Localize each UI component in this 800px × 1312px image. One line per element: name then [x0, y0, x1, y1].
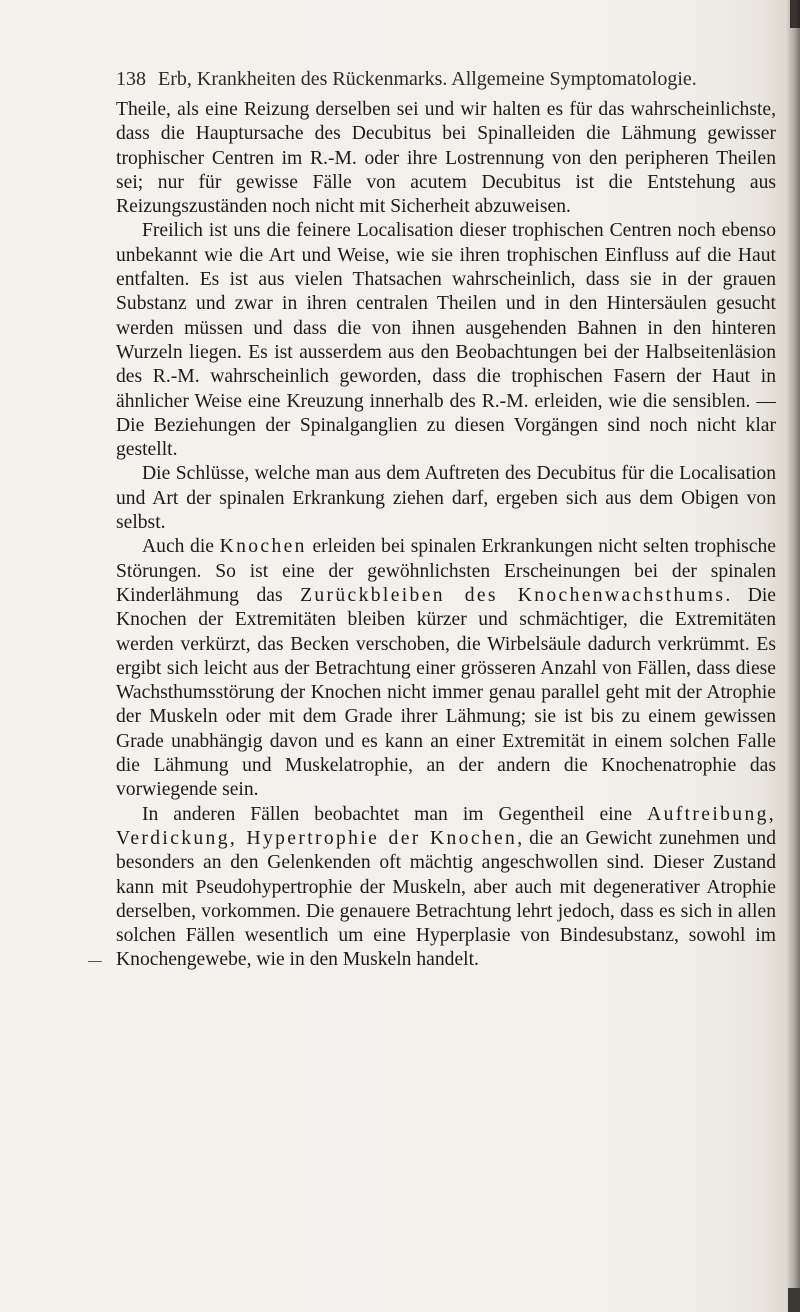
- text-run: Freilich ist uns die feinere Localisation dieser trophischen Centren noch ebenso unbekannt wie die Art und Weise, wie sie ihren trophischen Einfluss auf die Haut entfalten. Es ist aus vielen Thatsachen wahrscheinlich, dass sie in der grauen Substanz und zwar in ihren centralen Theilen und in den Hintersäulen gesucht werden müssen und dass die von ihnen ausgehenden Bahnen in den hinteren Wurzeln liegen. Es ist ausserdem aus den Beobachtungen bei der Halbseitenläsion des R.-M. wahrscheinlich geworden, dass die trophischen Fasern der Haut in ähnlicher Weise eine Kreuzung innerhalb des R.-M. erleiden, wie die sensiblen. — Die Beziehungen der Spinalganglien zu diesen Vorgängen sind noch nicht klar gestellt.: [116, 220, 776, 461]
- running-header: [116, 64, 776, 94]
- emphasized-term: Auftreibung, Verdickung, Hypertrophie der Knochen: [116, 803, 776, 849]
- emphasized-term: Zurückbleiben des Knochenwachsthums: [300, 584, 726, 606]
- text-run: Theile, als eine Reizung derselben sei und wir halten es für das wahrscheinlichste, dass die Hauptursache des Decubitus bei Spinalleiden die Lähmung gewisser trophischer Centren im R.-M. oder ihre Lostrennung von den peripheren Theilen sei; nur für gewisse Fälle von acutem Decubitus ist die Entstehung aus Reizungszuständen noch nicht mit Sicherheit abzuweisen.: [116, 99, 776, 218]
- emphasized-term: Knochen: [219, 536, 307, 558]
- margin-mark: [88, 961, 102, 962]
- paragraph: [116, 803, 776, 973]
- paragraph: [116, 98, 776, 219]
- text-run: , die an Gewicht zunehmen und besonders an den Gelenkenden oft mächtig angeschwollen sind. Dieser Zustand kann mit Pseudohypertrophie der Muskeln, aber auch mit degenerativer Atrophie derselben, vorkommen. Die genauere Betrachtung lehrt jedoch, dass es sich in allen solchen Fällen wesentlich um eine Hyperplasie von Bindesubstanz, sowohl im Knochengewebe, wie in den Muskeln handelt.: [116, 827, 777, 971]
- running-title: Erb, Krankheiten des Rückenmarks. Allgemeine Symptomatologie.: [158, 68, 697, 90]
- page-edge-shadow: [786, 0, 800, 1312]
- paragraph: [116, 535, 776, 802]
- text-run: Die Schlüsse, welche man aus dem Auftreten des Decubitus für die Localisation und Art der spinalen Erkrankung ziehen darf, ergeben sich aus dem Obigen von selbst.: [116, 463, 776, 534]
- text-run: Auch die: [142, 536, 220, 558]
- text-run: erleiden bei spinalen Erkrankungen nicht selten trophische Störungen. So ist eine der gewöhnlichsten Erscheinungen bei der spinalen Kinderlähmung das: [116, 536, 776, 606]
- paragraph: [116, 462, 776, 535]
- body-text: [116, 98, 776, 973]
- text-run: . Die Knochen der Extremitäten bleiben kürzer und schmächtiger, die Extremitäten werden verkürzt, das Becken verschoben, die Wirbelsäule dadurch verkrümmt. Es ergibt sich leicht aus der Betrachtung einer grösseren Anzahl von Fällen, dass diese Wachsthumsstörung der Knochen nicht immer genau parallel geht mit der Atrophie der Muskeln oder mit dem Grade ihrer Lähmung; sie ist bis zu einem gewissen Grade unabhängig davon und es kann an einer Extremität in einem solchen Falle die Lähmung und Muskelatrophie, an der andern die Knochenatrophie das vorwiegende sein.: [116, 584, 776, 801]
- paragraph: [116, 219, 776, 462]
- text-run: In anderen Fällen beobachtet man im Gegentheil eine: [142, 803, 648, 825]
- page-corner-shadow-bottom: [788, 1288, 800, 1312]
- page-number: 138: [116, 68, 146, 90]
